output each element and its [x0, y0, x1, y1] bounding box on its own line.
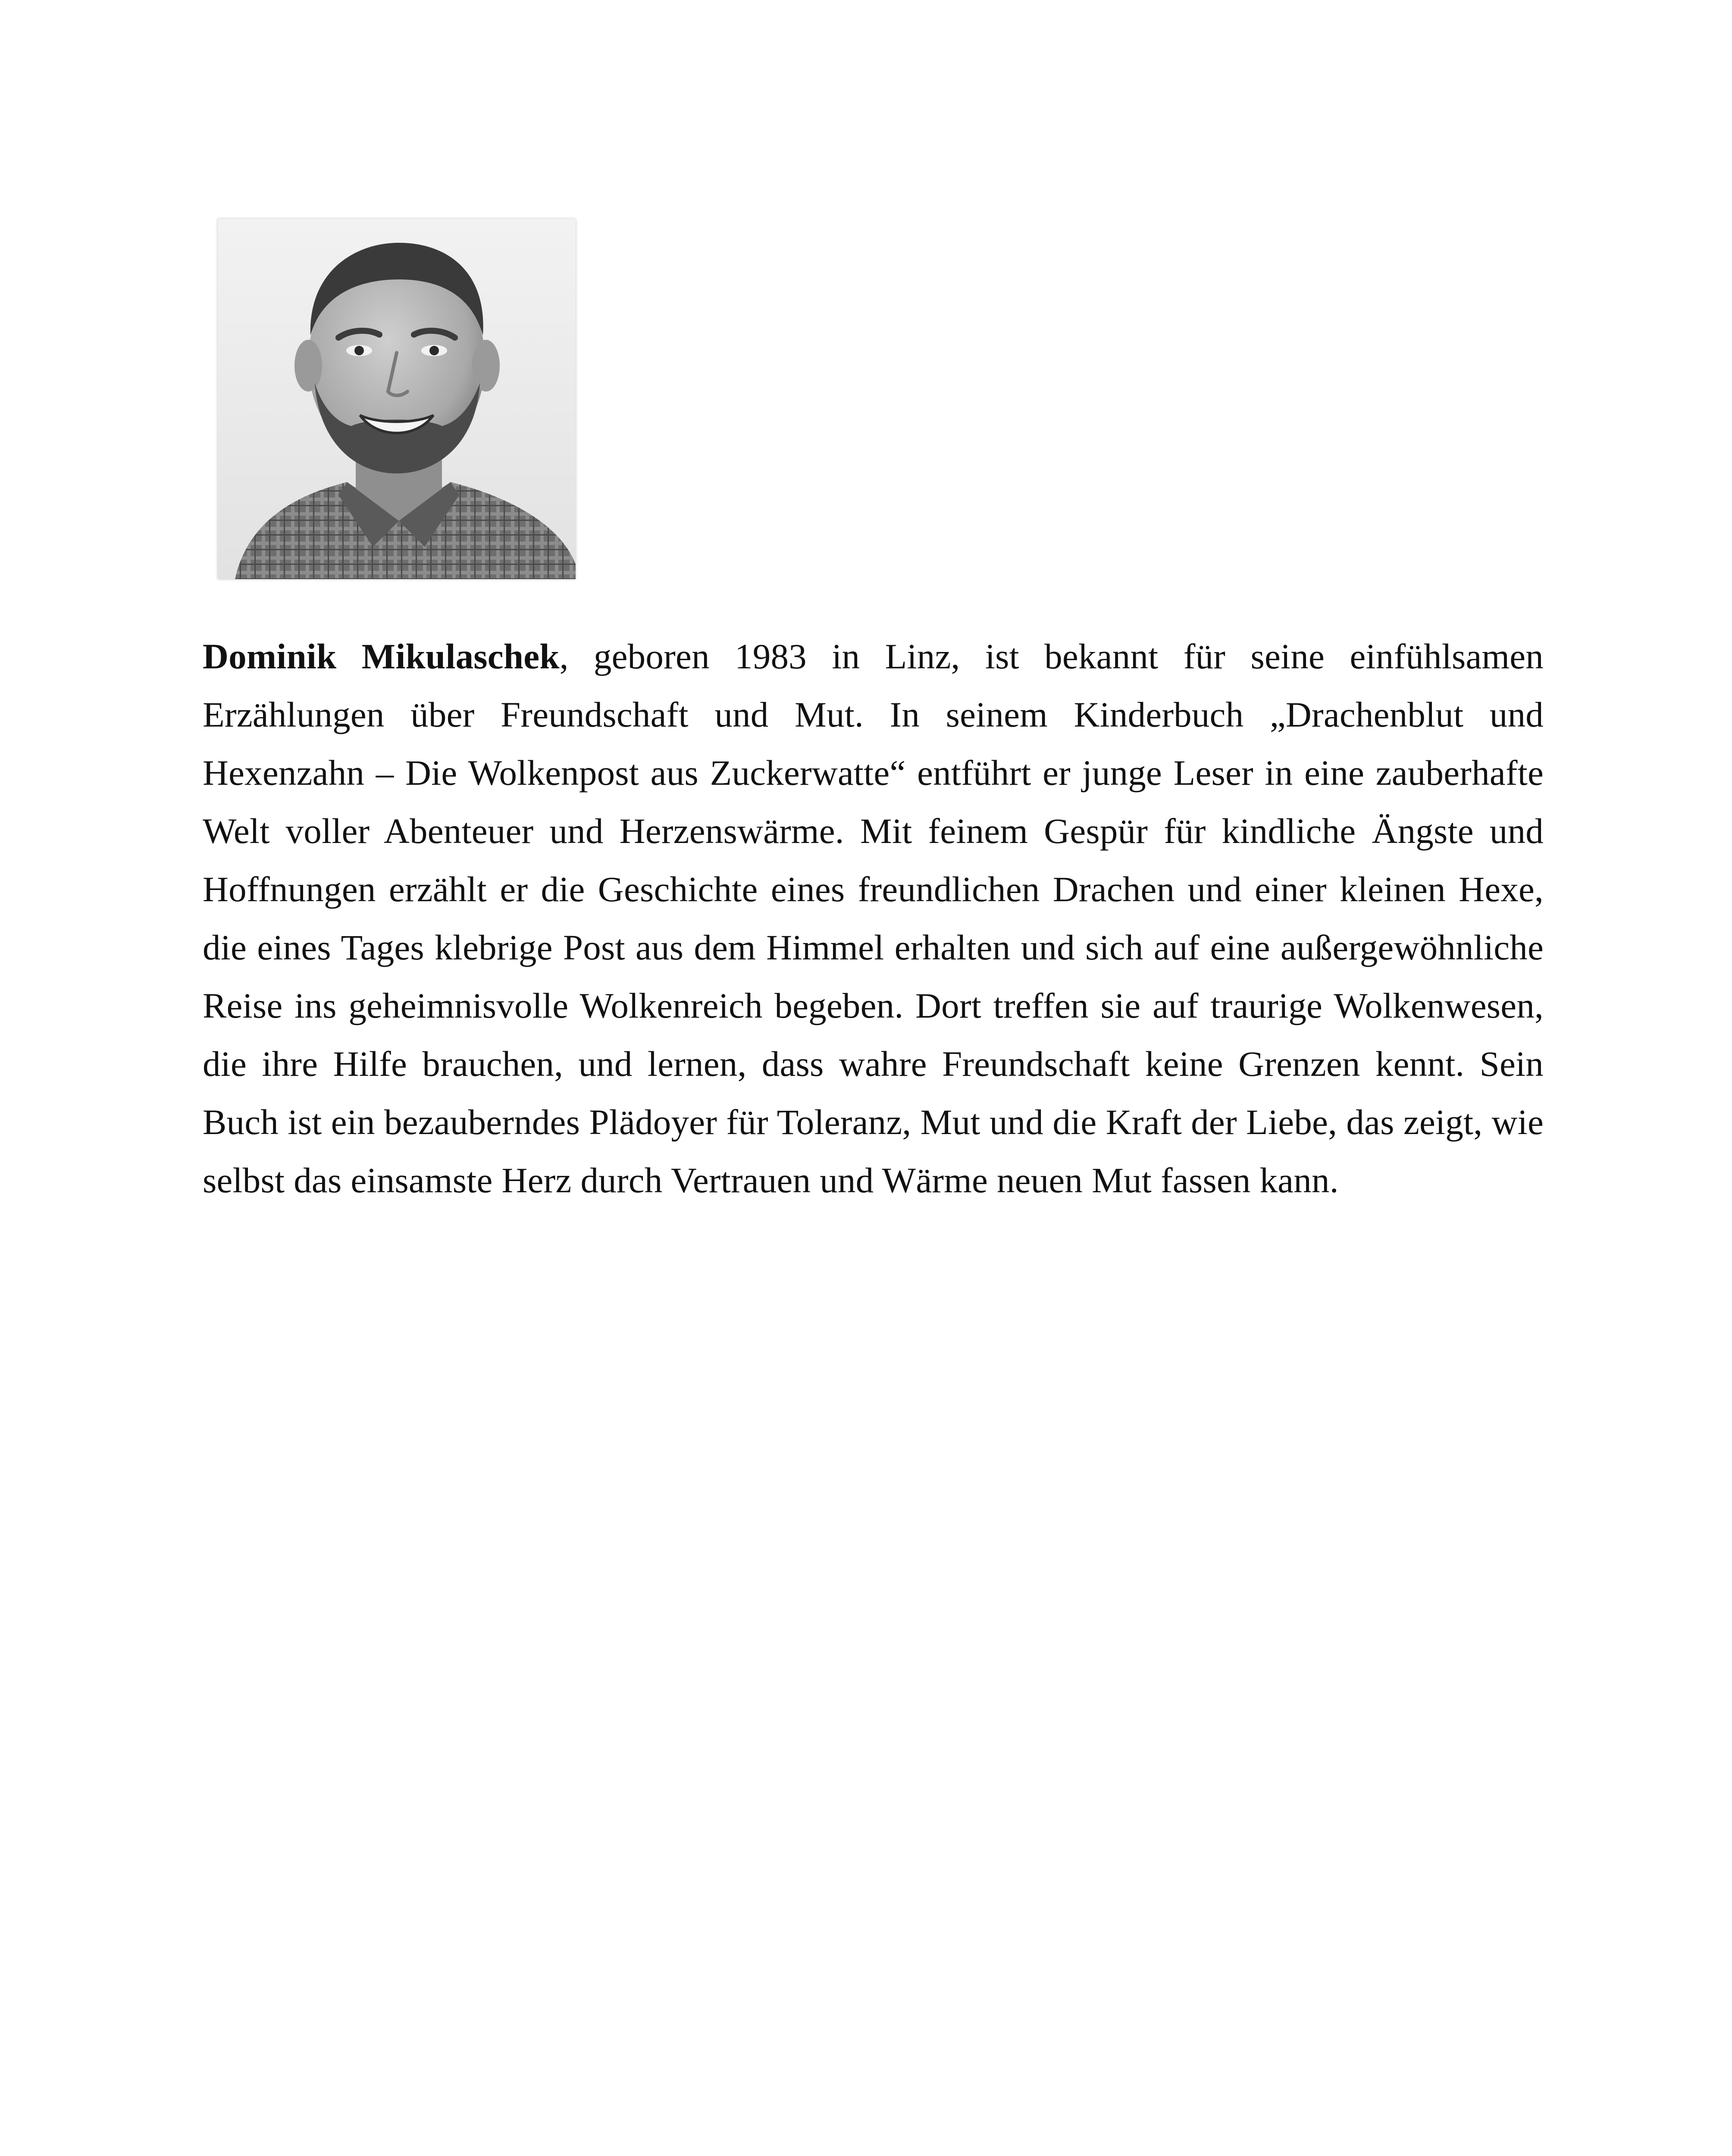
- author-portrait-icon: [218, 219, 576, 579]
- author-bio-text: , geboren 1983 in Linz, ist bekannt für seine einfühlsamen Erzählungen über Freundschaft und Mut. In seinem Kinderbuch „Drachenblut und Hexenzahn – Die Wolkenpost aus Zuckerwatte“ entführt er junge Leser in eine zauberhafte Welt voller Abenteuer und Herzenswärme. Mit feinem Gespür für kindliche Ängste und Hoffnungen erzählt er die Geschichte eines freundlichen Drachen und einer kleinen Hexe, die eines Tages klebrige Post aus dem Himmel erhalten und sich auf eine außergewöhnliche Reise ins geheimnisvolle Wolkenreich begeben. Dort treffen sie auf traurige Wolkenwesen, die ihre Hilfe brauchen, und lernen, dass wahre Freundschaft keine Grenzen kennt. Sein Buch ist ein bezauberndes Plädoyer für Toleranz, Mut und die Kraft der Liebe, das zeigt, wie selbst das einsamste Herz durch Vertrauen und Wärme neuen Mut fassen kann.: [203, 636, 1544, 1200]
- author-bio: [203, 627, 1544, 1210]
- author-photo: [218, 219, 576, 579]
- author-name: Dominik Mikulaschek: [203, 636, 560, 676]
